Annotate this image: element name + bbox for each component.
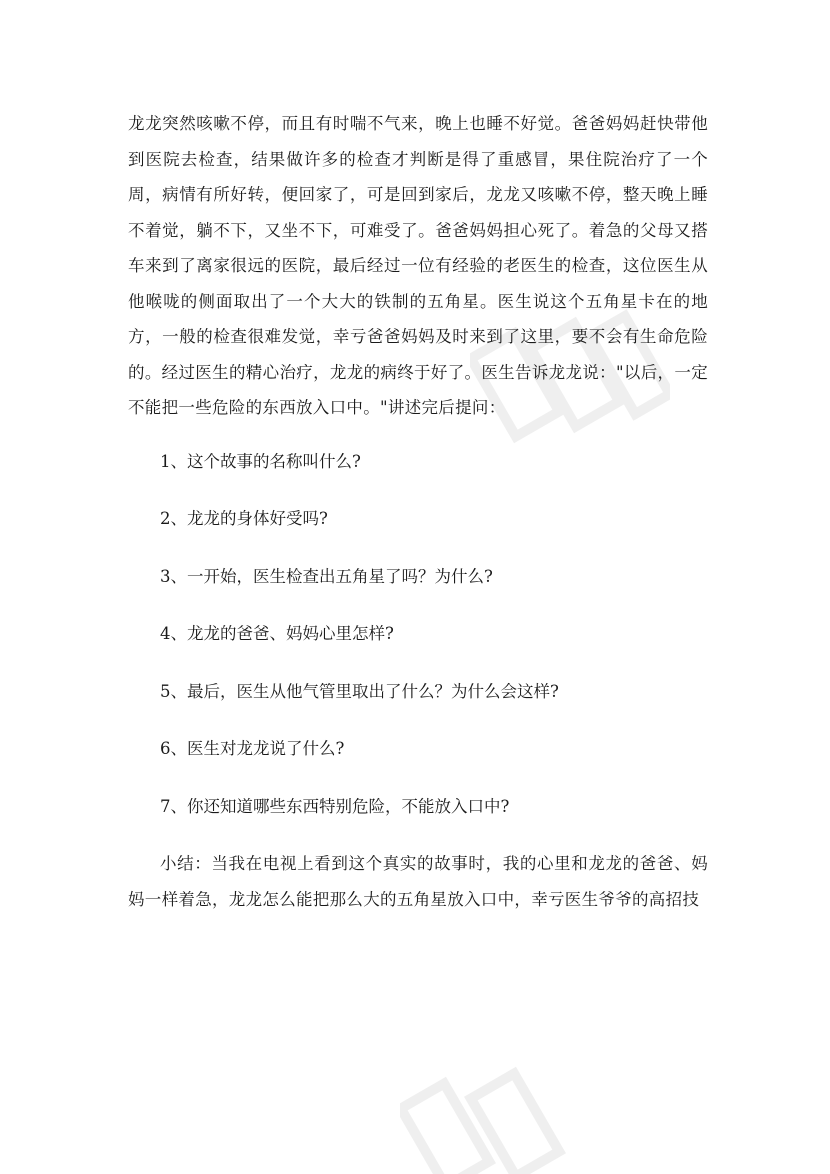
question-item: 7、你还知道哪些东西特别危险，不能放入口中?	[160, 796, 510, 816]
document-body	[128, 106, 708, 917]
watermark-logo-icon	[400, 1050, 600, 1174]
story-paragraph: 龙龙突然咳嗽不停，而且有时喘不气来，晚上也睡不好觉。爸爸妈妈赶快带他到医院去检查，结果做许多的检查才判断是得了重感冒，果住院治疗了一个周，病情有所好转，便回家了，可是回到家后，龙龙又咳嗽不停，整天晚上睡不着觉，躺不下，又坐不下，可难受了。爸爸妈妈担心死了。着急的父母又搭车来到了离家很远的医院，最后经过一位有经验的老医生的检查，这位医生从他喉咙的侧面取出了一个大大的铁制的五角星。医生说这个五角星卡在的地方，一般的检查很难发觉，幸亏爸爸妈妈及时来到了这里，要不会有生命危险的。经过医生的精心治疗，龙龙的病终于好了。医生告诉龙龙说："以后，一定不能把一些危险的东西放入口中。"讲述完后提问：	[128, 114, 708, 417]
summary-paragraph: 小结：当我在电视上看到这个真实的故事时，我的心里和龙龙的爸爸、妈妈一样着急，龙龙怎么能把那么大的五角星放入口中，幸亏医生爷爷的高招技	[128, 854, 708, 909]
question-item: 2、龙龙的身体好受吗?	[160, 509, 328, 528]
question-item: 5、最后，医生从他气管里取出了什么？为什么会这样?	[160, 681, 559, 701]
question-item: 4、龙龙的爸爸、妈妈心里怎样?	[160, 624, 394, 643]
question-item: 3、一开始，医生检查出五角星了吗？为什么?	[160, 566, 493, 586]
question-item: 1、这个故事的名称叫什么?	[160, 451, 361, 471]
question-item: 6、医生对龙龙说了什么?	[160, 739, 345, 758]
